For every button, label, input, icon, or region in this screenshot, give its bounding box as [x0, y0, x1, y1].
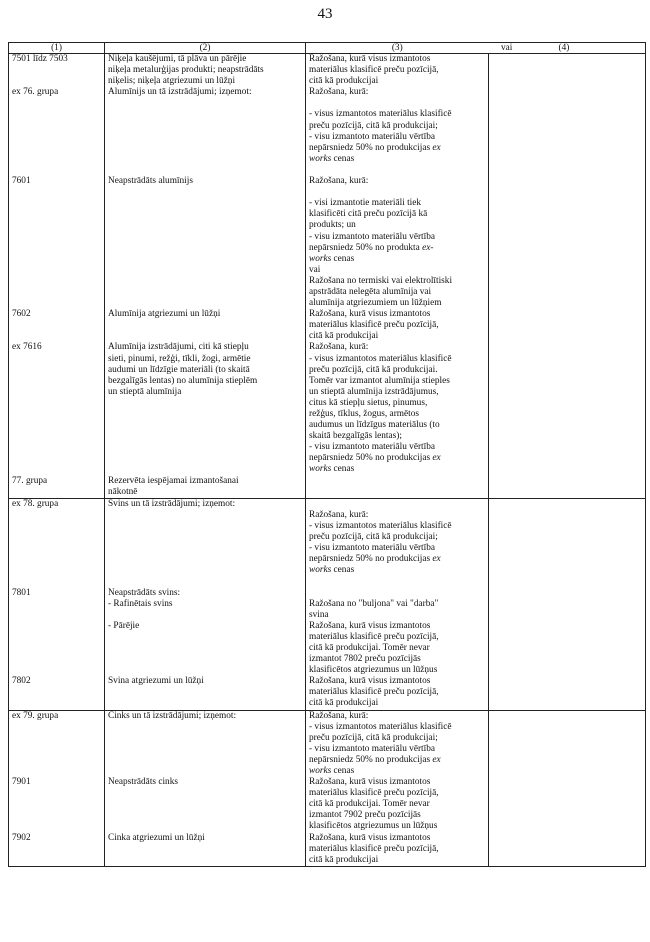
cell-description: [105, 54, 306, 88]
cell-line: [108, 420, 302, 431]
cell-line: [309, 588, 485, 599]
cell-alt-rule: [489, 309, 646, 342]
cell-line: ex 79. grupa: [12, 710, 59, 721]
cell-line: [12, 532, 101, 543]
cell-line: works cenas: [309, 253, 355, 264]
cell-line: alumīnija atgriezumiem un lūžņiem: [309, 298, 442, 309]
cell-line: [12, 687, 101, 698]
cell-line: [12, 220, 101, 231]
cell-line: režģus, tīklus, žogus, armētos: [309, 409, 419, 419]
cell-line: nepārsniedz 50% no produkcijas ex: [309, 453, 441, 464]
cell-code: [9, 588, 105, 677]
cell-line: [309, 98, 485, 109]
cell-line: ex 76. grupa: [12, 87, 59, 98]
cell-line: niķeļa metalurģijas produkti; neapstrādāts: [108, 65, 264, 76]
cell-line: [108, 687, 302, 698]
cell-line: citus kā stiepļu sietus, pinumus,: [309, 397, 428, 408]
cell-line: [108, 643, 302, 654]
cell-line: 7901: [12, 777, 31, 788]
cell-code: [9, 476, 105, 499]
cell-line: works cenas: [309, 766, 355, 776]
cell-rule: [306, 309, 489, 342]
cell-alt-rule: [489, 833, 646, 867]
cell-line: [309, 576, 485, 587]
cell-line: [108, 220, 302, 231]
cell-line: [108, 298, 302, 309]
cell-line: nepārsniedz 50% no produkcijas ex: [309, 554, 441, 565]
cell-line: Cinks un tā izstrādājumi; izņemot:: [108, 710, 237, 721]
cell-line: - visu izmantoto materiālu vērtība: [309, 442, 435, 453]
cell-line: [108, 733, 302, 744]
cell-line: [108, 766, 302, 777]
cell-line: [12, 187, 101, 198]
cell-line: citā kā produkcijai: [309, 76, 379, 87]
cell-line: vai: [309, 264, 321, 275]
cell-alt-rule: [489, 710, 646, 777]
cell-line: [108, 121, 302, 132]
cell-description: [105, 777, 306, 832]
cell-line: Ražošana no "buljona" vai "darba": [309, 598, 439, 609]
cell-line: [12, 376, 101, 387]
cell-line: Ražošana, kurā visus izmantotos: [309, 777, 431, 788]
cell-alt-rule: [489, 777, 646, 832]
cell-line: [108, 232, 302, 243]
cell-line: klasificēti citā preču pozīcijā kā: [309, 209, 428, 220]
cell-line: Neapstrādāts cinks: [108, 777, 178, 788]
cell-line: 77. grupa: [12, 475, 48, 486]
cell-line: [108, 576, 302, 587]
cell-line: [12, 599, 101, 610]
cell-line: Alumīnija izstrādājumi, citi kā stiepļu: [108, 342, 249, 353]
cell-line: - visus izmantotos materiālus klasificē: [309, 109, 452, 120]
cell-line: [108, 722, 302, 733]
cell-line: nepārsniedz 50% no produkta ex-: [309, 242, 434, 253]
cell-alt-rule: [489, 87, 646, 176]
cell-line: [108, 143, 302, 154]
cell-line: - Pārējie: [108, 620, 140, 631]
table-row: [9, 87, 646, 176]
cell-line: [12, 387, 101, 398]
cell-line: [12, 766, 101, 777]
cell-line: [108, 788, 302, 799]
cell-line: Cinka atgriezumi un lūžņi: [108, 832, 205, 843]
cell-line: - visu izmantoto materiālu vērtība: [309, 131, 435, 142]
table-header-row: [9, 43, 646, 54]
cell-line: Svins un tā izstrādājumi; izņemot:: [108, 498, 236, 509]
cell-line: Tomēr var izmantot alumīnija stieples: [309, 375, 450, 386]
cell-line: [12, 331, 101, 342]
cell-line: [108, 610, 302, 621]
cell-alt-rule: [489, 342, 646, 475]
cell-code: [9, 710, 105, 777]
cell-rule: [306, 476, 489, 499]
cell-description: [105, 588, 306, 677]
cell-line: [108, 409, 302, 420]
cell-line: 7602: [12, 309, 31, 320]
cell-line: [12, 76, 101, 87]
cell-line: [108, 187, 302, 198]
cell-line: materiālus klasificē preču pozīcijā,: [309, 843, 439, 854]
table-row: [9, 710, 646, 777]
cell-line: [108, 532, 302, 543]
cell-line: ex 78. grupa: [12, 498, 59, 509]
cell-line: [12, 409, 101, 420]
cell-line: [12, 643, 101, 654]
cell-line: [12, 198, 101, 209]
cell-code: [9, 309, 105, 342]
cell-line: [108, 799, 302, 810]
cell-line: Ražošana, kurā visus izmantotos: [309, 676, 431, 687]
cell-line: [108, 821, 302, 832]
table-row: [9, 342, 646, 475]
table-row: [9, 588, 646, 677]
cell-line: [12, 121, 101, 132]
cell-rule: [306, 498, 489, 587]
cell-line: [108, 243, 302, 254]
cell-line: works cenas: [309, 153, 355, 164]
cell-line: citā kā produkcijai: [309, 698, 379, 709]
table-row: [9, 176, 646, 309]
cell-line: [12, 431, 101, 442]
cell-line: - visu izmantoto materiālu vērtība: [309, 743, 435, 754]
cell-line: [12, 243, 101, 254]
cell-line: Svina atgriezumi un lūžņi: [108, 676, 204, 687]
cell-description: [105, 309, 306, 342]
cell-line: [12, 799, 101, 810]
cell-line: [12, 276, 101, 287]
cell-description: [105, 342, 306, 475]
cell-code: [9, 176, 105, 309]
cell-line: [108, 744, 302, 755]
cell-line: [108, 209, 302, 220]
cell-line: [12, 464, 101, 475]
table-row: [9, 498, 646, 587]
cell-line: [108, 565, 302, 576]
cell-line: materiālus klasificē preču pozīcijā,: [309, 65, 439, 76]
cell-line: [12, 398, 101, 409]
cell-alt-rule: [489, 476, 646, 499]
table-row: [9, 833, 646, 867]
cell-description: [105, 676, 306, 710]
cell-line: [12, 232, 101, 243]
cell-line: [108, 665, 302, 676]
cell-line: nepārsniedz 50% no produkcijas ex: [309, 754, 441, 765]
cell-alt-rule: [489, 498, 646, 587]
cell-line: - Rafinētais svins: [108, 598, 173, 609]
cell-line: Alumīnijs un tā izstrādājumi; izņemot:: [108, 87, 252, 98]
cell-line: [12, 521, 101, 532]
cell-line: preču pozīcijā, citā kā produkcijai.: [309, 364, 438, 375]
cell-line: [12, 154, 101, 165]
cell-rule: [306, 676, 489, 710]
cell-line: [108, 320, 302, 331]
cell-line: [108, 810, 302, 821]
cell-line: - visus izmantotos materiālus klasificē: [309, 520, 452, 531]
cell-code: [9, 87, 105, 176]
table-row: [9, 777, 646, 832]
cell-line: un stieptā alumīnija: [108, 386, 182, 397]
header-col2: (2): [105, 43, 306, 54]
cell-line: Ražošana, kurā visus izmantotos: [309, 309, 431, 320]
origin-rules-table: [8, 42, 646, 867]
cell-line: [12, 254, 101, 265]
cell-rule: [306, 176, 489, 309]
cell-line: materiālus klasificē preču pozīcijā,: [309, 631, 439, 642]
cell-line: audumus un līdzīgus materiālus (to: [309, 420, 440, 431]
cell-line: 7501 līdz 7503: [12, 54, 68, 64]
cell-line: [108, 521, 302, 532]
cell-description: [105, 498, 306, 587]
cell-line: [12, 165, 101, 176]
header-col1: (1): [9, 43, 105, 54]
cell-line: [12, 354, 101, 365]
cell-rule: [306, 342, 489, 475]
cell-line: klasificētos atgriezumus un lūžņus: [309, 821, 438, 832]
cell-line: [12, 510, 101, 521]
cell-line: [108, 398, 302, 409]
cell-line: sieti, pinumi, režģi, tīkli, žogi, armētie: [108, 353, 251, 364]
cell-line: [108, 331, 302, 342]
cell-rule: [306, 54, 489, 88]
cell-line: [12, 143, 101, 154]
cell-line: Ražošana, kurā:: [309, 509, 369, 520]
cell-line: [12, 565, 101, 576]
cell-line: [12, 98, 101, 109]
cell-code: [9, 833, 105, 867]
cell-line: citā kā produkcijai. Tomēr nevar: [309, 642, 430, 653]
cell-code: [9, 498, 105, 587]
cell-line: [309, 499, 485, 510]
cell-line: - visu izmantoto materiālu vērtība: [309, 543, 435, 554]
cell-line: Ražošana no termiski vai elektrolītiski: [309, 275, 453, 286]
cell-line: [12, 543, 101, 554]
cell-line: [108, 654, 302, 665]
cell-line: izmantot 7802 preču pozīcijās: [309, 654, 421, 665]
cell-line: [12, 844, 101, 855]
cell-line: produkts; un: [309, 220, 356, 231]
cell-line: [12, 487, 101, 498]
cell-description: [105, 833, 306, 867]
cell-line: [309, 165, 485, 176]
table-row: [9, 676, 646, 710]
cell-line: Niķeļa kaušējumi, tā plāva un pārējie: [108, 54, 247, 64]
cell-line: [12, 420, 101, 431]
cell-line: - visus izmantotos materiālus klasificē: [309, 721, 452, 732]
cell-line: [12, 365, 101, 376]
cell-line: 7802: [12, 676, 31, 687]
cell-line: 7801: [12, 587, 31, 598]
cell-line: nākotnē: [108, 486, 138, 497]
cell-line: [12, 654, 101, 665]
cell-line: [108, 510, 302, 521]
cell-description: [105, 476, 306, 499]
cell-line: [12, 821, 101, 832]
cell-description: [105, 87, 306, 176]
cell-line: [12, 722, 101, 733]
page-number: 43: [317, 6, 333, 22]
header-col4: [489, 43, 646, 54]
cell-line: Ražošana, kurā visus izmantotos: [309, 620, 431, 631]
cell-line: Ražošana, kurā:: [309, 710, 369, 721]
cell-line: [12, 320, 101, 331]
cell-line: [12, 755, 101, 766]
cell-line: citā kā produkcijai: [309, 331, 379, 342]
table-row: [9, 54, 646, 88]
cell-line: klasificētos atgriezumus un lūžņus: [309, 665, 438, 676]
cell-line: [108, 132, 302, 143]
cell-line: Neapstrādāts alumīnijs: [108, 176, 193, 187]
cell-rule: [306, 710, 489, 777]
cell-line: 7902: [12, 832, 31, 843]
cell-line: materiālus klasificē preču pozīcijā,: [309, 320, 439, 331]
cell-line: Ražošana, kurā visus izmantotos: [309, 832, 431, 843]
cell-line: [12, 109, 101, 120]
cell-rule: [306, 87, 489, 176]
cell-line: [309, 187, 485, 198]
cell-line: [108, 431, 302, 442]
cell-line: materiālus klasificē preču pozīcijā,: [309, 687, 439, 698]
cell-line: [12, 576, 101, 587]
cell-line: Ražošana, kurā:: [309, 87, 369, 98]
cell-rule: [306, 777, 489, 832]
cell-line: [12, 265, 101, 276]
cell-line: izmantot 7902 preču pozīcijās: [309, 810, 421, 821]
cell-line: - visus izmantotos materiālus klasificē: [309, 353, 452, 364]
cell-line: [12, 665, 101, 676]
cell-line: - visu izmantoto materiālu vērtība: [309, 231, 435, 242]
cell-code: [9, 777, 105, 832]
cell-description: [105, 176, 306, 309]
cell-line: skaitā bezgalīgās lentas);: [309, 431, 402, 442]
cell-line: [12, 610, 101, 621]
cell-alt-rule: [489, 588, 646, 677]
cell-line: [108, 287, 302, 298]
cell-line: [108, 265, 302, 276]
cell-line: preču pozīcijā, citā kā produkcijai;: [309, 532, 438, 543]
cell-line: - visi izmantotie materiāli tiek: [309, 198, 422, 209]
cell-line: [108, 543, 302, 554]
cell-line: Ražošana, kurā:: [309, 176, 369, 187]
cell-line: [12, 810, 101, 821]
cell-line: preču pozīcijā, citā kā produkcijai;: [309, 732, 438, 743]
cell-line: [12, 65, 101, 76]
table-row: [9, 309, 646, 342]
cell-line: apstrādāta nelegēta alumīnija vai: [309, 286, 432, 297]
cell-line: [12, 298, 101, 309]
cell-alt-rule: [489, 54, 646, 88]
cell-line: [108, 855, 302, 866]
cell-line: materiālus klasificē preču pozīcijā,: [309, 788, 439, 799]
cell-line: 7601: [12, 176, 31, 187]
cell-rule: [306, 588, 489, 677]
header-col3-label: (3): [391, 43, 403, 53]
cell-line: citā kā produkcijai. Tomēr nevar: [309, 799, 430, 810]
cell-line: [108, 755, 302, 766]
cell-line: Rezervēta iespējamai izmantošanai: [108, 475, 239, 486]
header-col3: [306, 43, 513, 54]
cell-line: [12, 554, 101, 565]
cell-line: audumi un līdzīgie materiāli (to skaitā: [108, 364, 250, 375]
cell-line: [108, 254, 302, 265]
cell-line: Ražošana, kurā visus izmantotos: [309, 54, 431, 64]
cell-code: [9, 54, 105, 88]
cell-line: ex 7616: [12, 342, 42, 353]
cell-line: svina: [309, 609, 329, 620]
cell-line: [108, 165, 302, 176]
cell-line: [12, 698, 101, 709]
cell-line: works cenas: [309, 464, 355, 475]
cell-line: [108, 442, 302, 453]
table-row: [9, 476, 646, 499]
cell-line: [12, 733, 101, 744]
cell-line: [12, 442, 101, 453]
cell-line: [12, 621, 101, 632]
cell-line: works cenas: [309, 565, 355, 576]
cell-line: [108, 98, 302, 109]
cell-line: [12, 855, 101, 866]
header-col4-label: (4): [558, 43, 570, 53]
cell-line: Ražošana, kurā:: [309, 342, 369, 353]
cell-line: nepārsniedz 50% no produkcijas ex: [309, 142, 441, 153]
cell-alt-rule: [489, 176, 646, 309]
cell-line: [12, 132, 101, 143]
cell-line: preču pozīcijā, citā kā produkcijai;: [309, 120, 438, 131]
cell-line: [108, 844, 302, 855]
cell-line: [108, 698, 302, 709]
cell-line: [108, 276, 302, 287]
cell-line: Alumīnija atgriezumi un lūžņi: [108, 309, 221, 320]
cell-line: [12, 287, 101, 298]
cell-line: [108, 453, 302, 464]
cell-line: [108, 464, 302, 475]
header-vai: vai: [501, 43, 513, 53]
cell-alt-rule: [489, 676, 646, 710]
cell-code: [9, 676, 105, 710]
cell-line: [108, 109, 302, 120]
cell-line: [12, 453, 101, 464]
cell-line: [12, 632, 101, 643]
cell-line: Neapstrādāts svins:: [108, 587, 181, 598]
cell-line: [108, 154, 302, 165]
cell-description: [105, 710, 306, 777]
cell-line: [12, 788, 101, 799]
cell-line: [108, 632, 302, 643]
cell-line: niķelis; niķeļa atgriezumi un lūžņi: [108, 76, 236, 87]
cell-line: [108, 198, 302, 209]
cell-line: un stieptā alumīnija izstrādājumus,: [309, 386, 439, 397]
cell-line: [12, 209, 101, 220]
cell-rule: [306, 833, 489, 867]
cell-line: citā kā produkcijai: [309, 854, 379, 865]
cell-line: [108, 554, 302, 565]
cell-code: [9, 342, 105, 475]
cell-line: bezgalīgās lentas) no alumīnija stieplēm: [108, 375, 258, 386]
cell-line: [12, 744, 101, 755]
